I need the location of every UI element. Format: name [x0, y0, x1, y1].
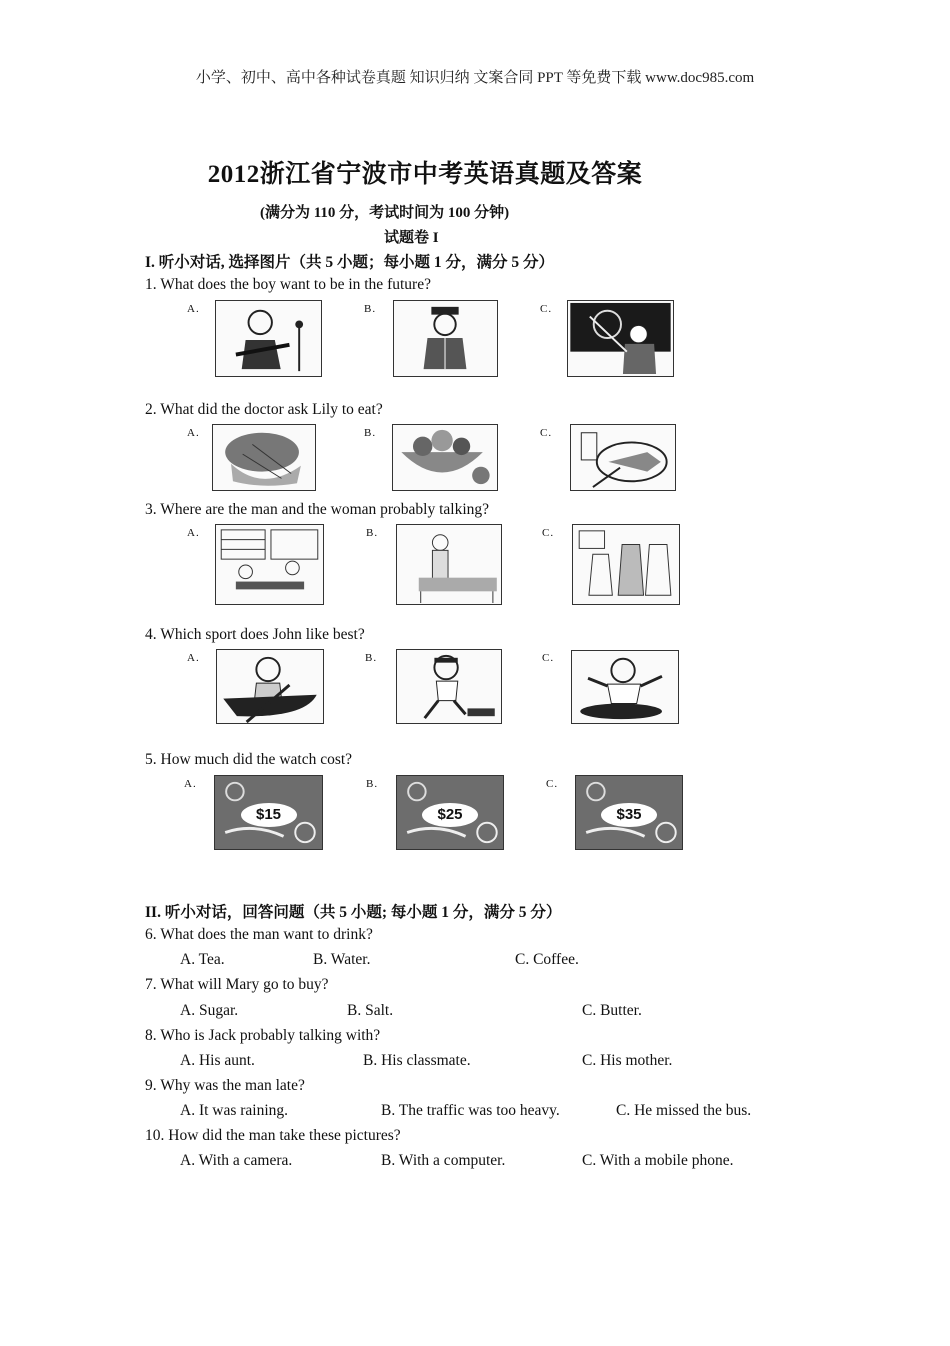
- q6-option-a[interactable]: A. Tea.: [180, 951, 225, 968]
- q10-option-b[interactable]: B. With a computer.: [381, 1152, 506, 1169]
- question-2: 2. What did the doctor ask Lily to eat?: [145, 401, 383, 418]
- q2-option-c-label: C.: [540, 427, 553, 439]
- q2-option-a-label: A.: [187, 427, 200, 439]
- q3-option-a-label: A.: [187, 527, 200, 539]
- q8-option-b[interactable]: B. His classmate.: [363, 1052, 471, 1069]
- q9-option-c[interactable]: C. He missed the bus.: [616, 1102, 752, 1119]
- question-9: 9. Why was the man late?: [145, 1077, 305, 1094]
- score-time-note: (满分为 110 分，考试时间为 100 分钟): [260, 205, 510, 221]
- q5-price-c: $35: [601, 803, 657, 827]
- section1-heading: I. 听小对话, 选择图片（共 5 小题；每小题 1 分，满分 5 分）: [145, 254, 555, 271]
- q1-option-a-label: A.: [187, 303, 200, 315]
- q3-image-library[interactable]: [215, 524, 324, 605]
- q4-option-b-label: B.: [365, 652, 378, 664]
- question-3: 3. Where are the man and the woman probably talking?: [145, 501, 490, 518]
- q2-image-vegetables[interactable]: [212, 424, 316, 491]
- q1-option-c-label: C.: [540, 303, 553, 315]
- question-4: 4. Which sport does John like best?: [145, 626, 365, 643]
- q5-image-watch-25[interactable]: [396, 775, 504, 850]
- q5-price-b: $25: [422, 803, 478, 827]
- paper-label: 试题卷 I: [384, 230, 439, 246]
- q5-image-watch-15[interactable]: [214, 775, 323, 850]
- q10-option-c[interactable]: C. With a mobile phone.: [582, 1152, 734, 1169]
- q1-image-police[interactable]: [393, 300, 498, 377]
- q1-image-teacher[interactable]: [567, 300, 674, 377]
- question-6: 6. What does the man want to drink?: [145, 926, 373, 943]
- q4-option-a-label: A.: [187, 652, 200, 664]
- question-1: 1. What does the boy want to be in the future?: [145, 276, 431, 293]
- q9-option-a[interactable]: A. It was raining.: [180, 1102, 289, 1119]
- q1-image-singer[interactable]: [215, 300, 322, 377]
- q2-image-fruit-bowl[interactable]: [392, 424, 498, 491]
- q5-option-b-label: B.: [366, 778, 379, 790]
- q7-option-b[interactable]: B. Salt.: [347, 1002, 394, 1019]
- q4-image-running[interactable]: [396, 649, 502, 724]
- q8-option-c[interactable]: C. His mother.: [582, 1052, 673, 1069]
- page-header: 小学、初中、高中各种试卷真题 知识归纳 文案合同 PPT 等免费下载 www.doc985.com: [195, 70, 755, 86]
- section2-heading: II. 听小对话，回答问题（共 5 小题; 每小题 1 分，满分 5 分）: [145, 904, 562, 921]
- q6-option-c[interactable]: C. Coffee.: [515, 951, 579, 968]
- question-5: 5. How much did the watch cost?: [145, 751, 353, 768]
- q3-option-c-label: C.: [542, 527, 555, 539]
- q7-option-a[interactable]: A. Sugar.: [180, 1002, 239, 1019]
- question-7: 7. What will Mary go to buy?: [145, 976, 329, 993]
- q4-option-c-label: C.: [542, 652, 555, 664]
- q3-image-clothes-shop[interactable]: [572, 524, 680, 605]
- question-10: 10. How did the man take these pictures?: [145, 1127, 401, 1144]
- q1-option-b-label: B.: [364, 303, 377, 315]
- q9-option-b[interactable]: B. The traffic was too heavy.: [381, 1102, 560, 1119]
- q5-option-a-label: A.: [184, 778, 197, 790]
- q10-option-a[interactable]: A. With a camera.: [180, 1152, 293, 1169]
- q3-image-hospital[interactable]: [396, 524, 502, 605]
- q8-option-a[interactable]: A. His aunt.: [180, 1052, 255, 1069]
- page-title: 2012浙江省宁波市中考英语真题及答案: [207, 161, 643, 188]
- q7-option-c[interactable]: C. Butter.: [582, 1002, 642, 1019]
- q5-image-watch-35[interactable]: [575, 775, 683, 850]
- q4-image-rowing[interactable]: [216, 649, 324, 724]
- q5-option-c-label: C.: [546, 778, 559, 790]
- q3-option-b-label: B.: [366, 527, 379, 539]
- q5-price-a: $15: [241, 803, 297, 827]
- q2-option-b-label: B.: [364, 427, 377, 439]
- q6-option-b[interactable]: B. Water.: [313, 951, 371, 968]
- question-8: 8. Who is Jack probably talking with?: [145, 1027, 381, 1044]
- q2-image-fish-meal[interactable]: [570, 424, 676, 491]
- q4-image-surfing[interactable]: [571, 650, 679, 724]
